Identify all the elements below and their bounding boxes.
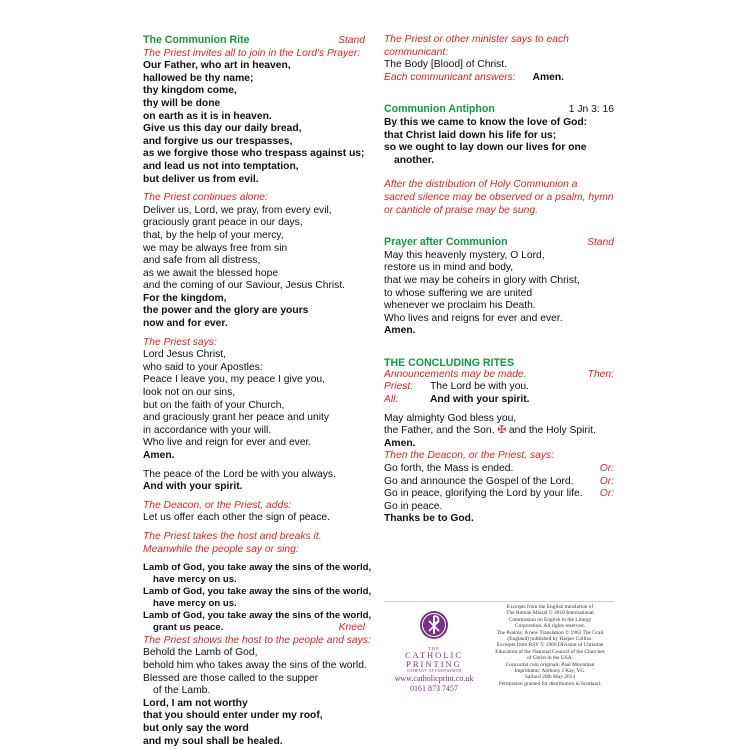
lords-prayer-line: and forgive us our trespasses,: [143, 135, 293, 147]
dismissal-text: Go forth, the Mass is ended.: [384, 463, 514, 475]
dismissal-text: Go in peace.: [384, 500, 443, 512]
peace-prayer-line: Peace I leave you, my peace I give you,: [143, 374, 326, 386]
embolism-line: we may be always free from sin: [143, 242, 288, 254]
dismissal-row: [384, 501, 614, 514]
answers-rubric: Each communicant answers:: [384, 71, 516, 83]
prayer-after-heading: Prayer after Communion: [384, 236, 508, 249]
left-column: [143, 34, 372, 748]
lords-prayer-line: on earth as it is in heaven.: [143, 110, 272, 122]
concluding-rites-heading: THE CONCLUDING RITES: [384, 356, 515, 369]
lords-prayer-line: hallowed be thy name;: [143, 72, 254, 84]
behold-line: behold him who takes away the sins of the world.: [143, 659, 367, 671]
embolism-line: that, by the help of your mercy,: [143, 229, 284, 241]
prayer-line: that we may be coheirs in glory with Christ,: [384, 274, 580, 286]
lords-prayer-line: but deliver us from evil.: [143, 173, 259, 185]
antiphon-cont: another.: [394, 154, 435, 166]
or-cue: Or:: [599, 463, 614, 475]
speaker-label: Priest:: [384, 381, 414, 393]
cross-icon: ✠: [497, 425, 507, 437]
communion-rite-header: [143, 34, 365, 48]
credit-line: Excerpts from RSV © 1966 Division of Christian: [496, 642, 604, 649]
lamb-of-god-line: Lamb of God, you take away the sins of the world,: [143, 562, 372, 574]
dismissal-row: [384, 488, 614, 501]
credit-line: Imprimatur: Anthony J Kay, VG.: [514, 668, 586, 675]
credit-line: Permission granted for distribution in Scotland.: [498, 680, 602, 687]
publisher-logo: [384, 610, 484, 694]
dialogue-row: [384, 381, 614, 394]
credit-line: Corporation. All rights reserved.: [515, 623, 585, 630]
lamb-of-god-line: Lamb of God, you take away the sins of the world,: [143, 610, 372, 622]
doxology-line: the power and the glory are yours: [143, 305, 309, 317]
blessing-trinity-line: [384, 425, 614, 438]
lamb-of-god-line: Lamb of God, you take away the sins of the world,: [143, 586, 372, 598]
embolism-line: Deliver us, Lord, we pray, from every evil,: [143, 204, 332, 216]
stand-cue: Stand: [338, 35, 365, 46]
prayer-after-header: [384, 236, 614, 250]
response-line: and my soul shall be healed.: [143, 735, 283, 747]
breaks-rubric: Meanwhile the people say or sing:: [143, 543, 299, 555]
lords-prayer-line: thy will be done: [143, 97, 221, 109]
lords-prayer-line: as we forgive those who trespass against us;: [143, 148, 365, 160]
credit-line: The Roman Missal © 2010 International: [506, 610, 594, 617]
phone-number: 0161 873 7457: [410, 684, 458, 693]
peace-prayer-line: who said to your Apostles:: [143, 361, 263, 373]
embolism-line: and safe from all distress,: [143, 255, 261, 267]
doxology-line: For the kingdom,: [143, 292, 227, 304]
brand-subtitle: COMPANY OF FARNWORTH: [406, 669, 462, 673]
peace-prayer-line: in accordance with your will.: [143, 424, 272, 436]
after-rubric: sacred silence may be observed or a psalm, hymn: [384, 191, 614, 203]
behold-line: Blessed are those called to the supper: [143, 672, 319, 684]
lords-prayer-line: Our Father, who art in heaven,: [143, 60, 291, 72]
dismissal-rubric: Then the Deacon, or the Priest, says:: [384, 450, 554, 462]
antiphon-reference: 1 Jn 3: 16: [568, 104, 614, 116]
breaks-rubric: The Priest takes the host and breaks it.: [143, 530, 322, 542]
website-link[interactable]: www.catholicprint.co.uk: [394, 674, 474, 683]
minister-rubric: The Priest or other minister says to each: [384, 34, 569, 45]
kneel-cue: Kneel: [338, 622, 365, 634]
speaker-label: All:: [384, 394, 399, 406]
peace-prayer-line: look not on our sins,: [143, 387, 236, 399]
antiphon-header: [384, 103, 614, 117]
deacon-rubric: The Deacon, or the Priest, adds:: [143, 499, 292, 511]
peace-response: And with your spirit.: [143, 481, 243, 493]
brand-line: CATHOLIC: [404, 650, 464, 660]
prayer-line: restore us in mind and body,: [384, 262, 514, 274]
shows-rubric: The Priest shows the host to the people and says:: [143, 634, 371, 646]
after-rubric: or canticle of praise may be sung.: [384, 204, 538, 216]
credit-line: The Psalms: A new Translation © 1963 The Grail: [496, 629, 604, 636]
amen-response: Amen.: [384, 325, 416, 337]
lamb-of-god-cont: grant us peace.: [153, 622, 224, 634]
lords-prayer-line: thy kingdom come,: [143, 85, 237, 97]
thanks-response: Thanks be to God.: [384, 513, 474, 525]
doxology-line: now and for ever.: [143, 318, 228, 330]
embolism-line: as we await the blessed hope: [143, 267, 279, 279]
antiphon-heading: Communion Antiphon: [384, 103, 495, 116]
dismissal-text: Go and announce the Gospel of the Lord.: [384, 475, 574, 487]
credit-line: Education of the National Council of the Churches: [495, 648, 605, 655]
prayer-line: May this heavenly mystery, O Lord,: [384, 249, 545, 261]
brand-small: THE: [428, 646, 440, 651]
amen-response: Amen.: [384, 437, 416, 449]
embolism-line: graciously grant peace in our days,: [143, 217, 303, 229]
dialogue-row: [384, 394, 614, 407]
blessing-text: and the Holy Spirit.: [506, 425, 596, 437]
lamb-of-god-cont: have mercy on us.: [153, 574, 237, 586]
dismissal-row: [384, 476, 614, 489]
credit-line: (England) published by Harper Collins.: [507, 636, 593, 643]
chi-rho-logo-icon: [419, 610, 449, 640]
credit-line: Commission on English in the Liturgy: [508, 616, 592, 623]
credit-line: Excerpts from the English translation of: [506, 604, 594, 610]
copyright-credits: [486, 604, 614, 687]
prayer-line: to whose suffering we are united: [384, 287, 533, 299]
behold-line: Behold the Lamb of God,: [143, 647, 258, 659]
dialogue-text: The Lord be with you.: [430, 381, 530, 393]
blessing-line: May almighty God bless you,: [384, 412, 517, 424]
right-column: [384, 34, 614, 526]
peace-prayer-line: and graciously grant her peace and unity: [143, 412, 330, 424]
communicant-amen: Amen.: [532, 71, 564, 83]
antiphon-line: By this we came to know the love of God:: [384, 116, 588, 128]
lamb-final-row: [143, 622, 365, 635]
minister-rubric: communicant:: [384, 46, 449, 58]
peace-prayer-line: but on the faith of your Church,: [143, 399, 285, 411]
after-rubric: After the distribution of Holy Communion a: [384, 179, 578, 191]
peace-prayer-line: Lord Jesus Christ,: [143, 349, 226, 361]
dismissal-text: Go in peace, glorifying the Lord by your life.: [384, 488, 583, 500]
peace-prayer-line: Who live and reign for ever and ever.: [143, 437, 312, 449]
dialogue-text: And with your spirit.: [430, 394, 530, 406]
says-rubric: The Priest says:: [143, 336, 217, 348]
answers-row: [384, 72, 614, 85]
credit-line: of Christ in the USA.: [527, 655, 573, 662]
then-rubric: Then:: [587, 368, 614, 380]
lords-prayer-line: Give us this day our daily bread,: [143, 123, 302, 135]
response-line: that you should enter under my roof,: [143, 710, 323, 722]
response-line: but only say the word: [143, 722, 249, 734]
response-line: Lord, I am not worthy: [143, 697, 248, 709]
or-cue: Or:: [599, 488, 614, 500]
announcements-row: [384, 369, 614, 382]
behold-cont: of the Lamb.: [153, 685, 211, 697]
or-cue: Or:: [599, 475, 614, 487]
lords-prayer-line: and lead us not into temptation,: [143, 160, 299, 172]
peace-line: The peace of the Lord be with you always.: [143, 468, 336, 480]
antiphon-line: that Christ laid down his life for us;: [384, 129, 557, 141]
footer-divider: [384, 601, 614, 602]
amen-response: Amen.: [143, 450, 175, 461]
sign-of-peace-line: Let us offer each other the sign of peace.: [143, 512, 330, 524]
blessing-text: the Father, and the Son,: [384, 425, 495, 437]
stand-cue: Stand: [587, 237, 614, 249]
prayer-line: whenever we proclaim his Death.: [384, 300, 536, 312]
dismissal-row: [384, 463, 614, 476]
credit-line: Concordat cum originali: Paul Moynihan: [505, 661, 595, 668]
credit-line: Salford 20th May 2014: [524, 674, 576, 681]
lamb-of-god-cont: have mercy on us.: [153, 598, 237, 610]
announcements-rubric: Announcements may be made.: [384, 368, 527, 380]
antiphon-line: so we ought to lay down our lives for one: [384, 142, 587, 154]
brand-line: PRINTING: [406, 659, 462, 669]
communion-rite-heading: The Communion Rite: [143, 34, 250, 46]
invite-rubric: The Priest invites all to join in the Lord's Prayer:: [143, 47, 361, 59]
prayer-line: Who lives and reigns for ever and ever.: [384, 312, 563, 324]
continues-rubric: The Priest continues alone:: [143, 192, 268, 204]
embolism-line: and the coming of our Saviour, Jesus Christ.: [143, 280, 346, 292]
body-blood-line: The Body [Blood] of Christ.: [384, 59, 508, 71]
